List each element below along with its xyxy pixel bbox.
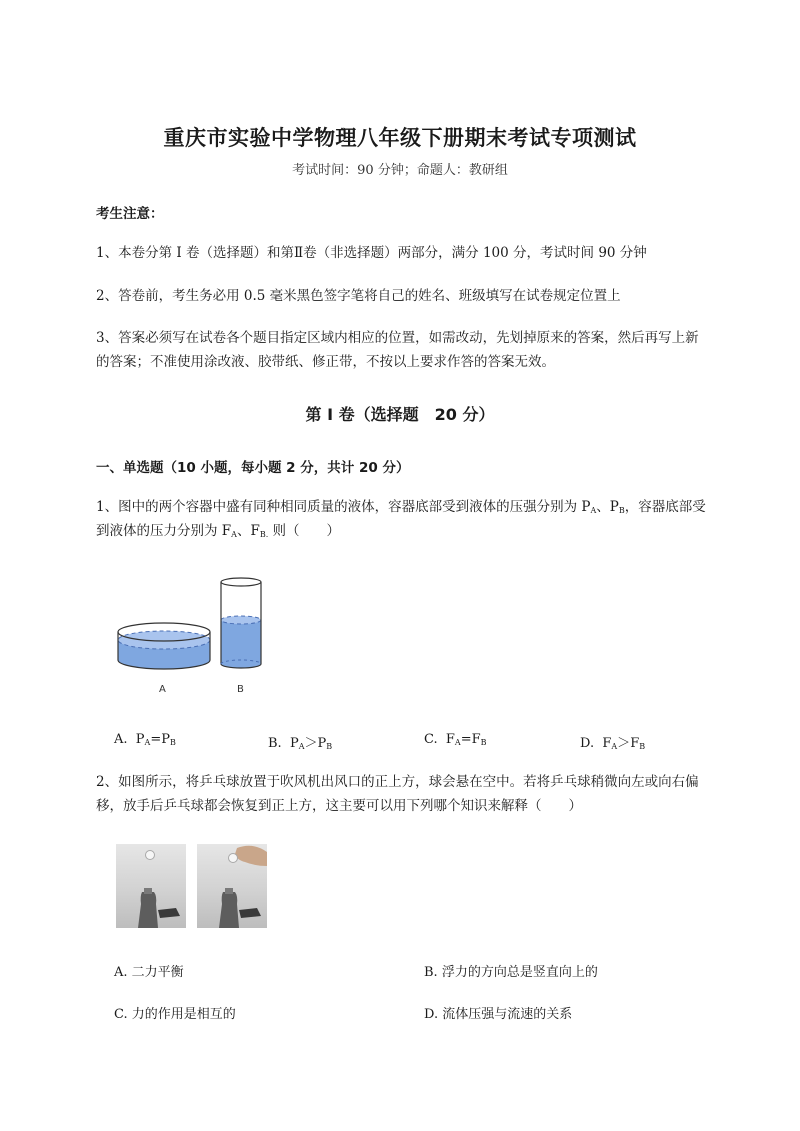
q2-photo-ball-hand [197,844,267,928]
question-type-heading: 一、单选题（10 小题，每小题 2 分，共计 20 分） [96,460,410,476]
q2-text-line2: 移，放手后乒乓球都会恢复到正上方，这主要可以用下列哪个知识来解释（ ） [96,798,582,814]
page-title: 重庆市实验中学物理八年级下册期末考试专项测试 [163,126,637,150]
q1-option-d[interactable]: D. $F_A>F_B$ [580,736,646,751]
q1-text-line2: 到液体的压力分别为 $F_A$、$F_{B.}$ 则（ ） [96,523,341,539]
notice-item-3: 3、答案必须写在试卷各个题目指定区域内相应的位置，如需改动，先划掉原来的答案，然后再写上新 [96,330,699,346]
notice-heading: 考生注意： [96,206,164,222]
notice-item-2: 2、答卷前，考生务必用 0.5 毫米黑色签字笔将自己的姓名、班级填写在试卷规定位置上 [96,288,621,304]
label-a: A [159,684,166,695]
q2-option-c[interactable]: C. 力的作用是相互的 [114,1007,236,1022]
section-title: 第 I 卷（选择题 20 分） [305,405,495,424]
q2-option-d[interactable]: D. 流体压强与流速的关系 [424,1007,573,1022]
container-b [221,578,261,668]
q1-option-a[interactable]: A. $P_A=P_B$ [114,732,176,747]
exam-info: 考试时间：90 分钟；命题人：教研组 [292,163,508,178]
container-a [118,623,210,669]
q2-option-a[interactable]: A. 二力平衡 [114,965,184,980]
q2-photo-ball-floating [116,844,186,928]
q1-option-b[interactable]: B. $P_A>P_B$ [268,736,333,751]
q1-containers-figure [110,572,280,698]
notice-item-3-cont: 的答案；不准使用涂改液、胶带纸、修正带，不按以上要求作答的答案无效。 [96,354,555,370]
label-b: B [237,684,244,695]
q2-option-b[interactable]: B. 浮力的方向总是竖直向上的 [424,965,598,980]
q1-option-c[interactable]: C. $F_A=F_B$ [424,732,487,747]
notice-item-1: 1、本卷分第 I 卷（选择题）和第Ⅱ卷（非选择题）两部分，满分 100 分，考试时间 90 分钟 [96,245,647,261]
q2-text-line1: 2、如图所示，将乒乓球放置于吹风机出风口的正上方，球会悬在空中。若将乒乓球稍微向左或向右偏 [96,774,699,790]
q1-text-line1: 1、图中的两个容器中盛有同种相同质量的液体，容器底部受到液体的压强分别为 $P_A$、$P_B$，容器底部受 [96,499,706,515]
